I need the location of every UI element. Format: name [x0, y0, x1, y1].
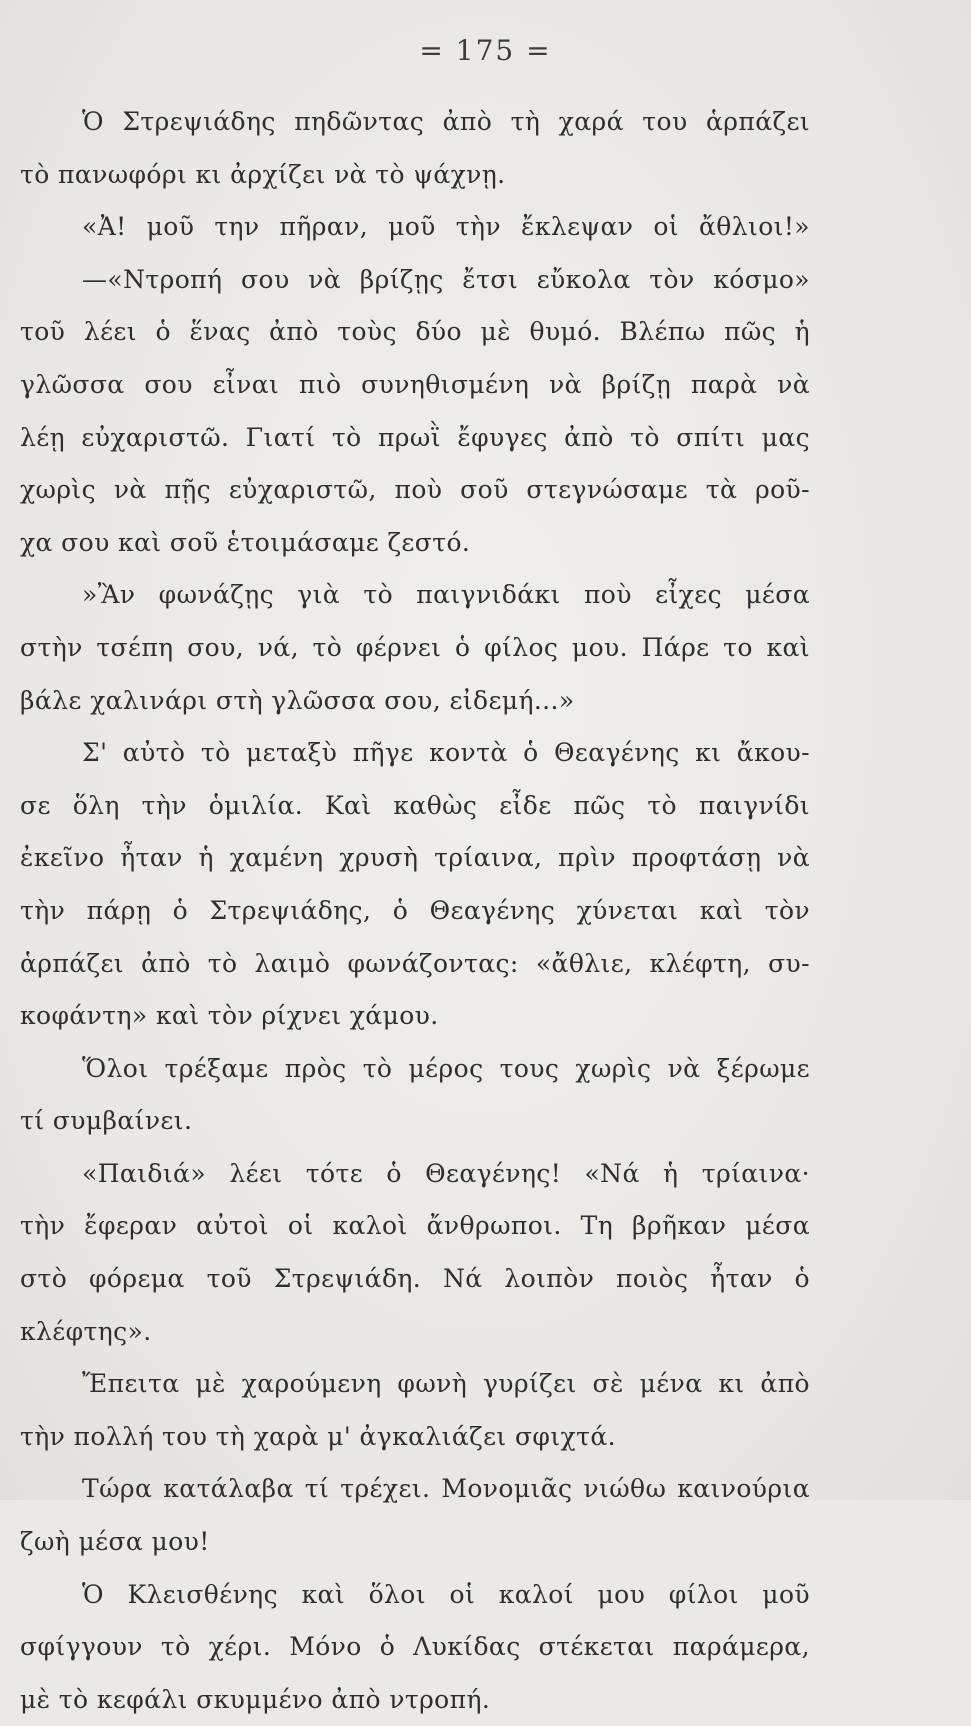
text-line: «Ἀ! μοῦ την πῆραν, μοῦ τὴν ἔκλεψαν οἱ ἄθλιοι!» [82, 212, 810, 242]
text-line: γλῶσσα σου εἶναι πιὸ συνηθισμένη νὰ βρίζῃ παρὰ νὰ [20, 369, 810, 399]
text-line: ἁρπάζει ἀπὸ τὸ λαιμὸ φωνάζοντας: «ἄθλιε, κλέφτη, συ- [20, 948, 810, 978]
text-line: κοφάντη» καὶ τὸν ρίχνει χάμου. [20, 1001, 439, 1031]
text-line: —«Ντροπή σου νὰ βρίζῃς ἔτσι εὔκολα τὸν κόσμο» [82, 264, 810, 294]
text-line: βάλε χαλινάρι στὴ γλῶσσα σου, εἰδεμή...» [20, 685, 575, 715]
text-line: ζωὴ μέσα μου! [20, 1527, 210, 1557]
text-line: τί συμβαίνει. [20, 1106, 193, 1136]
text-line: »Ἂν φωνάζῃς γιὰ τὸ παιγνιδάκι ποὺ εἶχες μέσα [82, 580, 810, 610]
text-line: τὴν ἔφεραν αὐτοὶ οἱ καλοὶ ἄνθρωποι. Τη βρῆκαν μέσα [20, 1211, 810, 1241]
text-line: τὴν πολλή του τὴ χαρὰ μ' ἀγκαλιάζει σφιχτά. [20, 1421, 616, 1451]
page-number: = 175 = [419, 34, 552, 67]
text-line: μὲ τὸ κεφάλι σκυμμένο ἀπὸ ντροπή. [20, 1684, 491, 1714]
text-line: τὸ πανωφόρι κι ἀρχίζει νὰ τὸ ψάχνῃ. [20, 159, 506, 189]
text-line: κλέφτης». [20, 1316, 152, 1346]
text-line: στὸ φόρεμα τοῦ Στρεψιάδη. Νά λοιπὸν ποιὸς ἦταν ὁ [20, 1264, 810, 1294]
text-line: τὴν πάρῃ ὁ Στρεψιάδης, ὁ Θεαγένης χύνεται καὶ τὸν [20, 895, 810, 925]
text-line: Τώρα κατάλαβα τί τρέχει. Μονομιᾶς νιώθω καινούρια [82, 1474, 810, 1504]
text-line: χα σου καὶ σοῦ ἑτοιμάσαμε ζεστό. [20, 527, 471, 557]
text-line: Ἔπειτα μὲ χαρούμενη φωνὴ γυρίζει σὲ μένα κι ἀπὸ [82, 1369, 810, 1399]
text-line: χωρὶς νὰ πῇς εὐχαριστῶ, ποὺ σοῦ στεγνώσαμε τὰ ροῦ- [20, 475, 810, 505]
text-line: τοῦ λέει ὁ ἕνας ἀπὸ τοὺς δύο μὲ θυμό. Βλέπω πῶς ἡ [20, 317, 810, 347]
text-line: «Παιδιά» λέει τότε ὁ Θεαγένης! «Νά ἡ τρίαινα· [82, 1158, 810, 1188]
body-text [20, 96, 810, 1726]
text-line: Ὁ Κλεισθένης καὶ ὅλοι οἱ καλοί μου φίλοι μοῦ [82, 1579, 810, 1609]
text-line: σφίγγουν τὸ χέρι. Μόνο ὁ Λυκίδας στέκεται παράμερα, [20, 1632, 810, 1662]
text-line: ἐκεῖνο ἦταν ἡ χαμένη χρυσὴ τρίαινα, πρὶν προφτάσῃ νὰ [20, 843, 810, 873]
text-line: σε ὅλη τὴν ὁμιλία. Καὶ καθὼς εἶδε πῶς τὸ παιγνίδι [20, 790, 810, 820]
text-line: λέῃ εὐχαριστῶ. Γιατί τὸ πρωῒ ἔφυγες ἀπὸ τὸ σπίτι μας [20, 422, 810, 452]
text-line: Ὁ Στρεψιάδης πηδῶντας ἀπὸ τὴ χαρά του ἁρπάζει [82, 107, 810, 136]
text-line: Ὅλοι τρέξαμε πρὸς τὸ μέρος τους χωρὶς νὰ ξέρωμε [82, 1053, 810, 1083]
text-line: Σ' αὐτὸ τὸ μεταξὺ πῆγε κοντὰ ὁ Θεαγένης κι ἄκου- [82, 738, 810, 768]
text-line: στὴν τσέπη σου, νά, τὸ φέρνει ὁ φίλος μου. Πάρε το καὶ [20, 632, 810, 662]
